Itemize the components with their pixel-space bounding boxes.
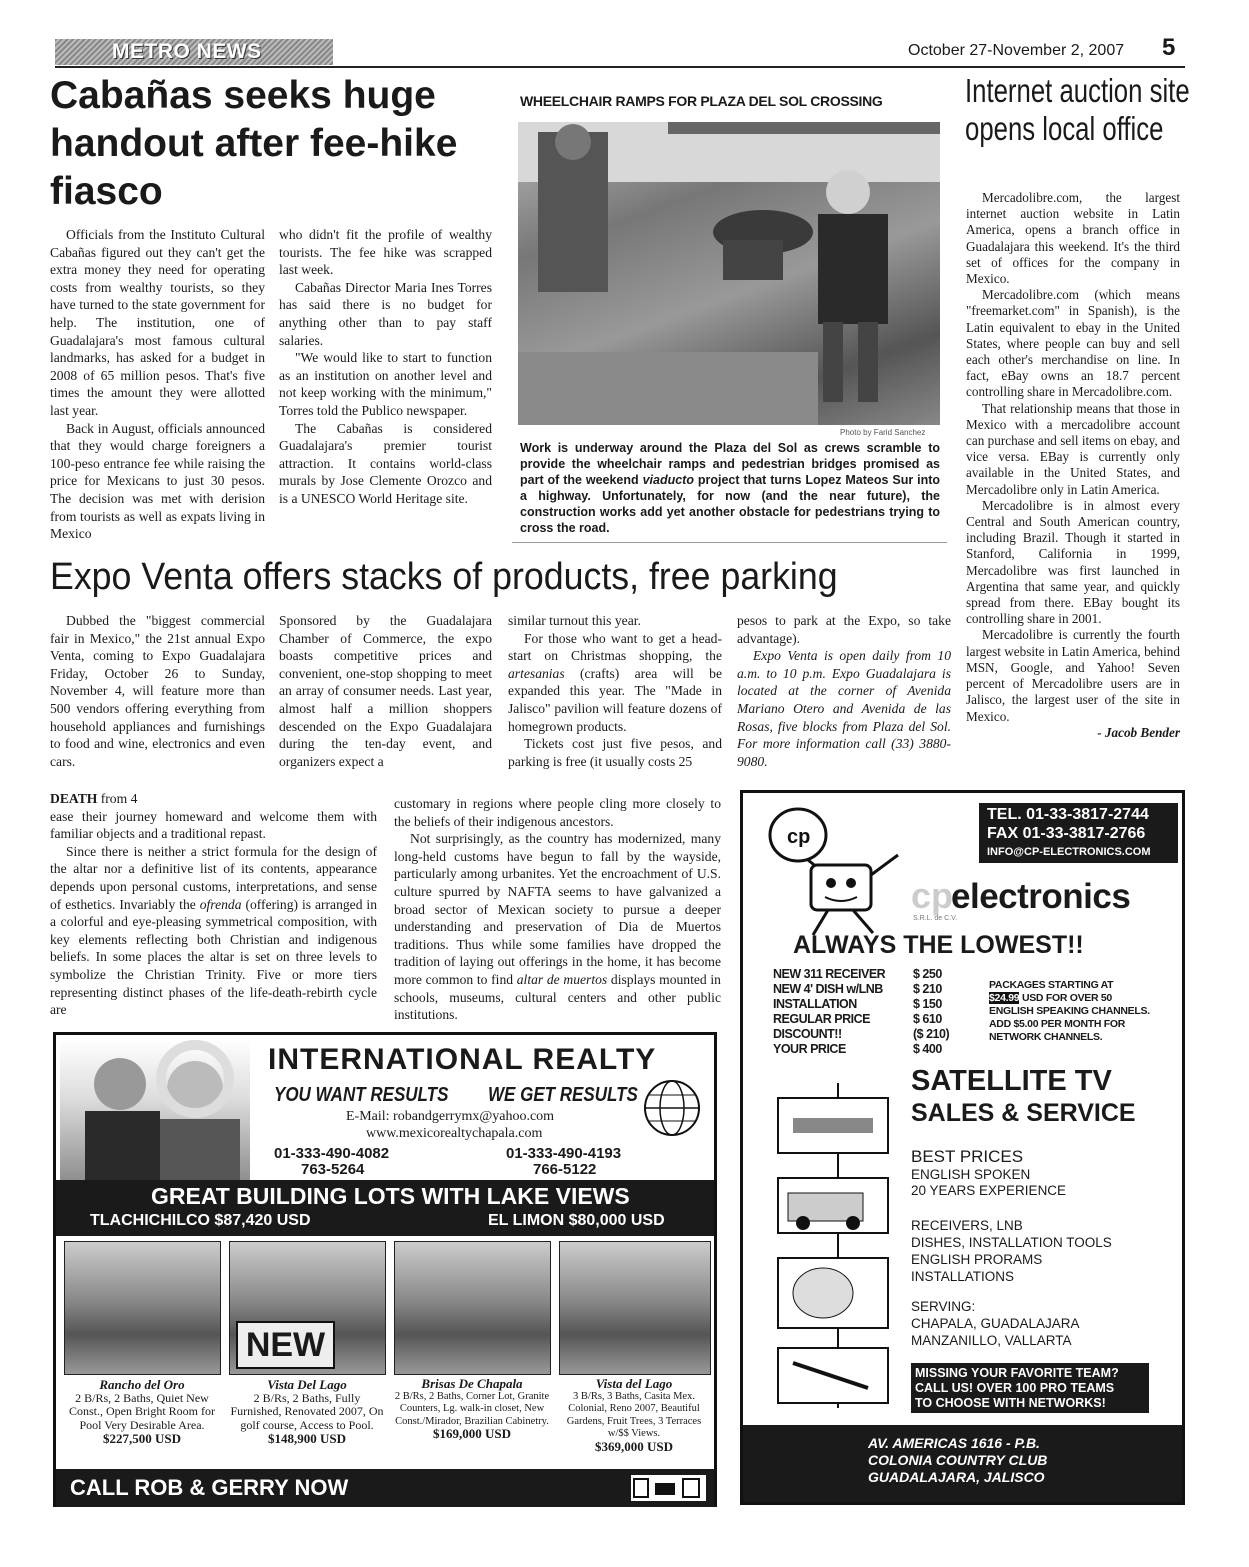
lots-headline: GREAT BUILDING LOTS WITH LAKE VIEWS (151, 1183, 630, 1209)
phone-number: TEL. 01-33-3817-2744 (987, 806, 1149, 823)
address-bar (743, 1425, 1182, 1502)
price-label: NEW 4' DISH w/LNB (773, 982, 883, 996)
brand-subtitle: S.R.L. de C.V. (913, 915, 958, 922)
death-text: Not surprisingly, as the country has modernized, many long-held customs have begun to fall by the wayside, particularly among urbanites. Yet the encroachment of U.S. culture spurred by NAFTA seems to have galvanized a broad sector of Mexican society to pursue a deeper understanding and preservation of Dia de Muertos traditions. Thus while some families have dropped the tradition of laying out offerings in the home, it has become more common to find (394, 831, 721, 987)
price-value: $ 610 (913, 1012, 942, 1026)
death-text: (offering) is arranged in a colorful and eye-pleasing symmetrical composition, with key elements reflecting both Christian and indigenous beliefs. In some places the altar is set on three levels to symbolize the Christian Trinity. Five or more tiers representing distinct phases of the life-death-rebirth cycle are (50, 896, 378, 1018)
price-row (773, 997, 973, 1012)
price-value: $ 150 (913, 997, 942, 1011)
promo-line: CALL US! OVER 100 PRO TEAMS (915, 1381, 1115, 1395)
call-rob-gerry: CALL ROB & GERRY NOW (70, 1475, 349, 1500)
agents-photo (60, 1039, 250, 1187)
internet-paragraph: Mercadolibre is in almost every Central and South American country, including Brazil. Though it started in Stanford, California in 1999, Mercadolibre was first launched in Argentina that same year, and quickly spread from there. EBay bought its controlling share in 2001. (966, 497, 1180, 627)
death-emphasis: ofrenda (199, 896, 242, 912)
serving-item: MANZANILLO, VALLARTA (911, 1333, 1072, 1348)
packages-text: USD FOR OVER 50 (1019, 992, 1112, 1004)
listing-photo (64, 1241, 221, 1375)
realty-website: www.mexicorealtychapala.com (366, 1126, 543, 1141)
feature-list-2 (911, 1217, 1112, 1285)
issue-date: October 27-November 2, 2007 (908, 42, 1125, 59)
lot-tlachichilco: TLACHICHILCO $87,420 USD (90, 1212, 311, 1229)
death-text: Since there is neither a strict formula for the design of the altar nor a definitive list of its contents, appearance depends upon personal customs, interpretations, and sense of esthetics. Invariably the (50, 843, 377, 912)
death-paragraph (50, 843, 377, 1019)
price-value: $ 210 (913, 982, 942, 996)
serving-item: CHAPALA, GUADALAJARA (911, 1316, 1080, 1331)
cabanas-paragraph: The Cabañas is considered Guadalajara's premier tourist attraction. It contains world-class murals by Jose Clemente Orozco and is a UNESCO World Heritage site. (279, 420, 492, 506)
death-paragraph (394, 830, 721, 1024)
realty-name: INTERNATIONAL REALTY (268, 1043, 657, 1076)
listing-title: Rancho del Oro (99, 1377, 185, 1392)
death-column-1 (50, 790, 377, 1019)
satellite-mascot-icon (753, 805, 913, 940)
promo-line: TO CHOOSE WITH NETWORKS! (915, 1396, 1106, 1410)
death-paragraph: customary in regions where people cling more closely to the beliefs of their indigenous ancestors. (394, 796, 721, 829)
listing-price: $369,000 USD (594, 1438, 673, 1454)
packages-price: $24.99 (989, 992, 1020, 1004)
address-line: COLONIA COUNTRY CLUB (868, 1452, 1048, 1468)
listing-title: Brisas De Chapala (421, 1376, 523, 1391)
feature-list-1 (911, 1167, 1066, 1199)
feature-item: DISHES, INSTALLATION TOOLS (911, 1235, 1112, 1250)
packages-line: PACKAGES STARTING AT (989, 979, 1114, 991)
cabanas-paragraph: Cabañas Director Maria Ines Torres has said there is no budget for anything other than to pay staff salaries. (279, 279, 492, 348)
expo-column-3 (508, 612, 722, 770)
address-line: AV. AMERICAS 1616 - P.B. (868, 1435, 1040, 1451)
cabanas-paragraph: Back in August, officials announced that they would charge foreigners a 100-peso entrance fee while raising the price for Mexicans to just 30 pesos. The decision was met with derision from tourists as well as expats living in Mexico (50, 420, 265, 542)
death-column-2 (394, 795, 721, 1024)
cabanas-paragraph: Officials from the Instituto Cultural Cabañas figured out they can't get the extra money they need for operating costs from wealthy tourists, so they have turned to the state government for help. The institution, one of Guadalajara's most famous cultural landmarks, has asked for a budget in 2008 of 65 million pesos. That's five times the amount they were allotted last year. (50, 227, 265, 418)
realty-phone-2: 01-333-490-4193 (506, 1145, 622, 1162)
listing-photo (394, 1241, 551, 1375)
death-jump-from: from 4 (97, 791, 138, 806)
price-list (773, 967, 973, 1057)
caption-emphasis: viaducto (642, 473, 694, 487)
cabanas-paragraph: who didn't fit the profile of wealthy tourists. The fee hike was scrapped last week. (279, 227, 492, 278)
internet-paragraph: That relationship means that those in Mexico with a mercadolibre account can purchase and sell items on ebay, and vice versa. EBay is currently only available in the United States, and Mercadolibre only in Latin America. (966, 400, 1180, 497)
realty-email: E-Mail: robandgerrymx@yahoo.com (346, 1109, 555, 1124)
death-jump-line (50, 790, 377, 808)
price-label: NEW 311 RECEIVER (773, 967, 886, 981)
masthead-rule (55, 66, 1185, 68)
price-row (773, 1042, 973, 1057)
cabanas-headline: Cabañas seeks huge handout after fee-hike fiasco (50, 74, 458, 213)
expo-paragraph: similar turnout this year. (508, 613, 641, 628)
contact-box (979, 803, 1178, 863)
electronics-email: INFO@CP-ELECTRONICS.COM (987, 846, 1151, 858)
internet-paragraph: Mercadolibre.com, the largest internet auction website in Latin America, opens a branch office in Guadalajara this weekend. It's the third set of offices for the company in Mexico. (966, 190, 1180, 287)
realty-phone-1: 01-333-490-4082 (274, 1145, 390, 1162)
realty-phone-1b: 763-5264 (301, 1161, 365, 1178)
internet-paragraph: Mercadolibre is currently the fourth largest website in Latin America, behind MSN, Google, and Yahoo! Seven percent of Mercadolibre users are in Jalisco, the largest user of the site in Mexico. (966, 627, 1180, 724)
expo-paragraph: pesos to park at the Expo, so take advantage). (737, 613, 951, 646)
price-row (773, 1012, 973, 1027)
price-label: DISCOUNT!! (773, 1027, 842, 1041)
listing-title: Vista del Lago (595, 1376, 673, 1391)
listing-description: 2 B/Rs, 2 Baths, Fully Furnished, Renovated 2007, On golf course, Access to Pool. (230, 1390, 384, 1432)
address-text (868, 1435, 1047, 1486)
realty-tagline-1: YOU WANT RESULTS (274, 1084, 449, 1106)
page-number: 5 (1162, 34, 1176, 61)
packages-line: ENGLISH SPEAKING CHANNELS. (989, 1005, 1150, 1017)
packages-line: ADD $5.00 PER MONTH FOR (989, 1018, 1126, 1030)
expo-emphasis: artesanias (508, 665, 565, 681)
photo-kicker: WHEELCHAIR RAMPS FOR PLAZA DEL SOL CROSSING (520, 93, 883, 109)
expo-paragraph: Dubbed the "biggest commercial fair in Mexico," the 21st annual Expo Venta, coming to Expo Guadalajara Friday, October 26 to Sunday, November 4, will feature more than 500 vendors offering everything from household appliances and furnishings to food and wine, electronics and even cars. (50, 613, 265, 769)
feature-item: 20 YEARS EXPERIENCE (911, 1183, 1067, 1198)
expo-info: Expo Venta is open daily from 10 a.m. to 10 p.m. Expo Guadalajara is located at the corner of Avenida Mariano Otero and Avenida de las Rosas, five blocks from Plaza del Sol. For more information call (33) 3880-9080. (737, 648, 951, 769)
cabanas-column-2 (279, 226, 492, 508)
promo-text (911, 1363, 1149, 1411)
price-label: INSTALLATION (773, 997, 857, 1011)
listing-caption (390, 1378, 554, 1441)
fax-number: FAX 01-33-3817-2766 (987, 825, 1146, 842)
satellite-headline: SATELLITE TV (911, 1065, 1112, 1097)
internet-paragraph: Mercadolibre.com (which means "freemarket.com" in Spanish), is the Latin equivalent to ebay in the United States, where people can buy and sell each other's merchandise on line. In fact, eBay owns an 18.7 percent controlling share in Mercadolibre.com. (966, 287, 1180, 400)
expo-column-2 (279, 612, 492, 770)
expo-column-4 (737, 612, 951, 770)
caption-text: project that turns Lopez Mateos Sur into a highway. Unfortunately, for now (and the near future), the construction works add yet another obstacle for pedestrians trying to cross the road. (520, 473, 940, 535)
listing-title: Vista Del Lago (267, 1377, 347, 1392)
call-to-action-bar (56, 1469, 714, 1507)
price-label: YOUR PRICE (773, 1042, 846, 1056)
internet-headline: Internet auction site opens local office (965, 72, 1190, 147)
agents-portrait-illustration (60, 1039, 250, 1187)
listing-description: 3 B/Rs, 3 Baths, Casita Mex. Colonial, Reno 2007, Beautiful Gardens, Fruit Trees, 3 Terraces w/$$ Views. (566, 1390, 702, 1439)
death-jump-label: DEATH (50, 791, 98, 806)
new-label: NEW (245, 1326, 326, 1364)
brand-electronics: electronics (951, 877, 1131, 916)
expo-paragraph (508, 630, 722, 736)
brand-cp: cp (911, 875, 954, 916)
wheelchair-ramp-photo (518, 122, 940, 425)
serving-title: SERVING: (911, 1299, 976, 1314)
electronics-ad (740, 790, 1185, 1505)
cabanas-paragraph: "We would like to start to function as an institution on another level and not keep working with the minimum," Torres told the Publico newspaper. (279, 350, 492, 418)
photo-box-rule (512, 542, 947, 543)
lots-banner (56, 1180, 714, 1236)
promo-box (911, 1363, 1149, 1413)
price-row (773, 967, 973, 982)
price-row (773, 1027, 973, 1042)
cabanas-column-1 (50, 226, 265, 543)
photo-caption (520, 440, 940, 536)
listing-description: 2 B/Rs, 2 Baths, Corner Lot, Granite Counters, Lg. walk-in closet, New Const./Mirador, Brazilian Cabinetry. (394, 1390, 550, 1427)
globe-icon (641, 1077, 703, 1139)
price-row (773, 982, 973, 997)
realtor-logo-icons (631, 1475, 706, 1501)
svg-text:cp: cp (787, 826, 811, 848)
listing-caption (62, 1378, 222, 1446)
expo-headline: Expo Venta offers stacks of products, free parking (50, 556, 838, 598)
listing-price: $227,500 USD (102, 1431, 181, 1446)
best-prices: BEST PRICES (911, 1147, 1024, 1166)
section-label: METRO NEWS (112, 40, 262, 63)
slogan: ALWAYS THE LOWEST!! (793, 931, 1084, 959)
expo-paragraph: Sponsored by the Guadalajara Chamber of Commerce, the expo boasts competitive prices and convenient, one-stop shopping to meet an array of consumer needs. Last year, almost half a million shoppers descended on the Expo Guadalajara during the ten-day event, and organizers expect a (279, 613, 492, 769)
feature-item: ENGLISH SPOKEN (911, 1167, 1031, 1182)
listing-price: $169,000 USD (432, 1426, 511, 1441)
listing-description: 2 B/Rs, 2 Baths, Quiet New Const., Open Bright Room for Pool Very Desirable Area. (69, 1390, 215, 1432)
packages-box (989, 979, 1179, 1044)
packages-line: NETWORK CHANNELS. (989, 1031, 1103, 1043)
listing-caption (556, 1378, 712, 1453)
photo-credit: Photo by Farid Sanchez (840, 428, 926, 437)
realty-ad (53, 1032, 717, 1507)
expo-column-1 (50, 612, 265, 770)
realtor-logos (631, 1475, 706, 1501)
realty-phone-2b: 766-5122 (533, 1161, 597, 1178)
listing-price: $148,900 USD (267, 1431, 346, 1446)
price-label: REGULAR PRICE (773, 1012, 870, 1026)
feature-item: RECEIVERS, LNB (911, 1218, 1023, 1233)
promo-line: MISSING YOUR FAVORITE TEAM? (915, 1366, 1119, 1380)
feature-item: ENGLISH PRORAMS (911, 1252, 1043, 1267)
death-text: displays mounted in schools, museums, cultural centers and other public institutions. (394, 971, 721, 1023)
expo-text: For those who want to get a head-start on Christmas shopping, the (508, 630, 722, 664)
packages-line (989, 992, 1179, 1005)
serving-list (911, 1298, 1080, 1349)
expo-text: (crafts) area will be expanded this year. The "Made in Jalisco" pavilion will feature dozens of homegrown products. (508, 665, 722, 734)
caption-text: Work is underway around the Plaza del Sol as crews scramble to provide the wheelchair ramps and pedestrian bridges promised as part of the weekend (520, 441, 940, 487)
construction-scene-illustration (518, 122, 940, 425)
feature-item: INSTALLATIONS (911, 1269, 1015, 1284)
death-paragraph: ease their journey homeward and welcome them with familiar objects and a traditional repast. (50, 808, 377, 842)
internet-byline: - Jacob Bender (1097, 724, 1180, 740)
price-value: ($ 210) (913, 1027, 950, 1041)
lot-el-limon: EL LIMON $80,000 USD (488, 1212, 665, 1229)
sales-service-headline: SALES & SERVICE (911, 1099, 1136, 1127)
new-listing-badge (236, 1321, 335, 1369)
listing-caption (227, 1378, 387, 1446)
price-value: $ 250 (913, 967, 942, 981)
address-line: GUADALAJARA, JALISCO (868, 1469, 1045, 1485)
death-emphasis: altar de muertos (516, 971, 608, 987)
expo-paragraph: Tickets cost just five pesos, and parking is free (it usually costs 25 (508, 736, 722, 769)
price-value: $ 400 (913, 1042, 942, 1056)
realty-tagline-2: WE GET RESULTS (488, 1084, 638, 1106)
internet-column (966, 190, 1180, 741)
equipment-illustrations (768, 1083, 898, 1413)
listing-photo (559, 1241, 711, 1375)
